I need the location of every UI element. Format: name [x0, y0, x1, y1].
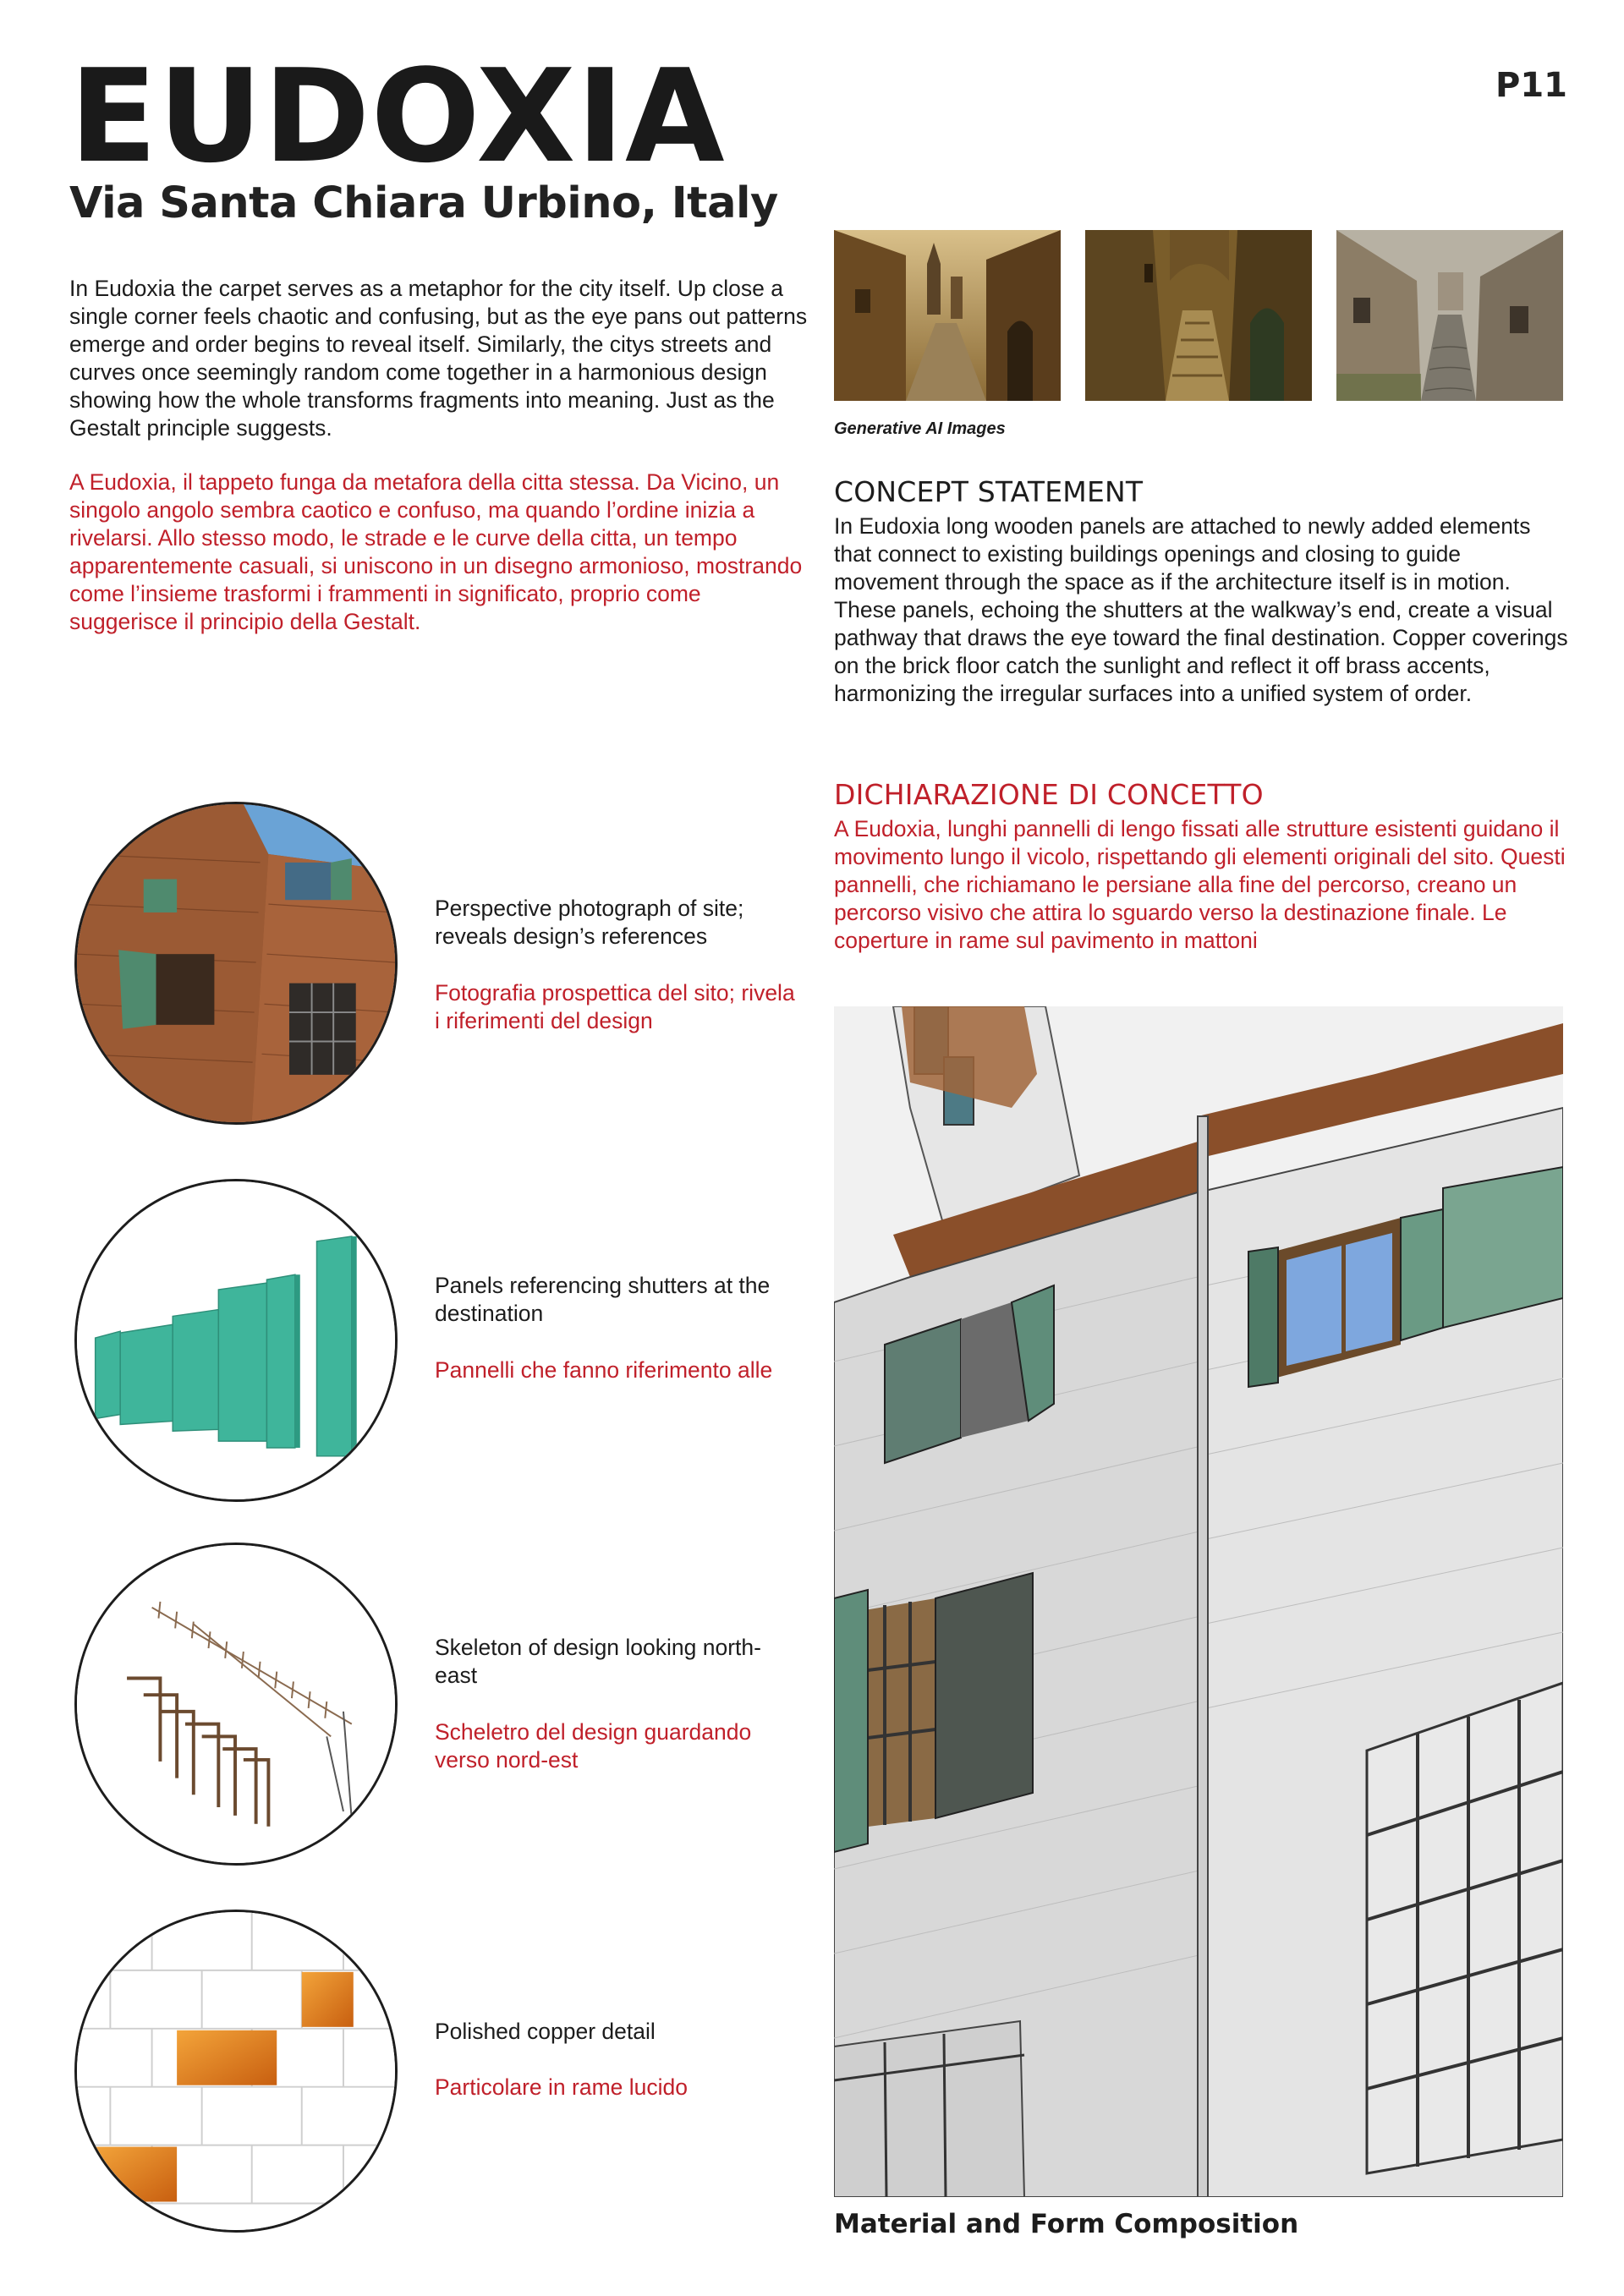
page-title: EUDOXIA [69, 41, 726, 191]
main-image-caption: Material and Form Composition [834, 2209, 1299, 2239]
detail-4-caption-it: Particolare in rame lucido [435, 2074, 688, 2100]
dichiarazione-text: A Eudoxia, lunghi pannelli di lengo fissati alle strutture esistenti guidano il movimento lungo il vicolo, rispettando gli elementi originali del sito. Questi pannelli, che richiamano le persiane alla fine del percorso, creano un percorso visivo che attira lo sguardo verso la destinazione finale. Le coperture in rame sul pavimento in mattoni [834, 816, 1566, 953]
detail-3-caption-it: Scheletro del design guardando verso nord-est [435, 1719, 752, 1773]
concept-title: CONCEPT STATEMENT [834, 475, 1144, 508]
ai-images-caption: Generative AI Images [834, 419, 1006, 438]
detail-4-caption-en: Polished copper detail [435, 2019, 656, 2044]
intro-italian: A Eudoxia, il tappeto funga da metafora della citta stessa. Da Vicino, un singolo angolo sembra caotico e confuso, ma quando l’ordine inizia a rivelarsi. Allo stesso modo, le strade e le curve della citta, un tempo apparentemente casuali, si uniscono in un disegno armonioso, mostrando come l’insieme trasformi i frammenti in significato, proprio come suggerisce il principio della Gestalt. [69, 469, 803, 634]
ai-image-street-2 [1085, 230, 1312, 401]
copper-detail-circle [74, 1910, 398, 2233]
page-subtitle: Via Santa Chiara Urbino, Italy [69, 178, 778, 228]
detail-2-caption-en: Panels referencing shutters at the destination [435, 1273, 771, 1326]
dichiarazione-title: DICHIARAZIONE DI CONCETTO [834, 778, 1264, 811]
site-photo-circle [74, 802, 398, 1125]
detail-3-caption-en: Skeleton of design looking north-east [435, 1635, 761, 1688]
ai-image-street-3 [1336, 230, 1563, 401]
material-form-composition-image [834, 1006, 1563, 2197]
intro-english: In Eudoxia the carpet serves as a metaphor for the city itself. Up close a single corner feels chaotic and confusing, but as the eye pans out patterns emerge and order begins to reveal itself. Similarly, the citys streets and curves once seemingly random come together in a harmonious design showing how the whole transforms fragments into meaning. Just as the Gestalt principle suggests. [69, 276, 808, 441]
teal-panels-circle [74, 1179, 398, 1502]
concept-text: In Eudoxia long wooden panels are attached to newly added elements that connect to existing buildings openings and closing to guide movement through the space as if the architecture itself is in motion. These panels, echoing the shutters at the walkway’s end, create a visual pathway that draws the eye toward the final destination. Copper coverings on the brick floor catch the sunlight and reflect it off brass accents, harmonizing the irregular surfaces into a unified system of order. [834, 513, 1568, 706]
page-number: P11 [1495, 66, 1567, 105]
detail-1-caption-en: Perspective photograph of site; reveals design’s references [435, 896, 744, 949]
detail-1-caption-it: Fotografia prospettica del sito; rivela i riferimenti del design [435, 980, 795, 1033]
ai-image-street-1 [834, 230, 1061, 401]
detail-2-caption-it: Pannelli che fanno riferimento alle [435, 1357, 773, 1383]
skeleton-circle [74, 1543, 398, 1866]
